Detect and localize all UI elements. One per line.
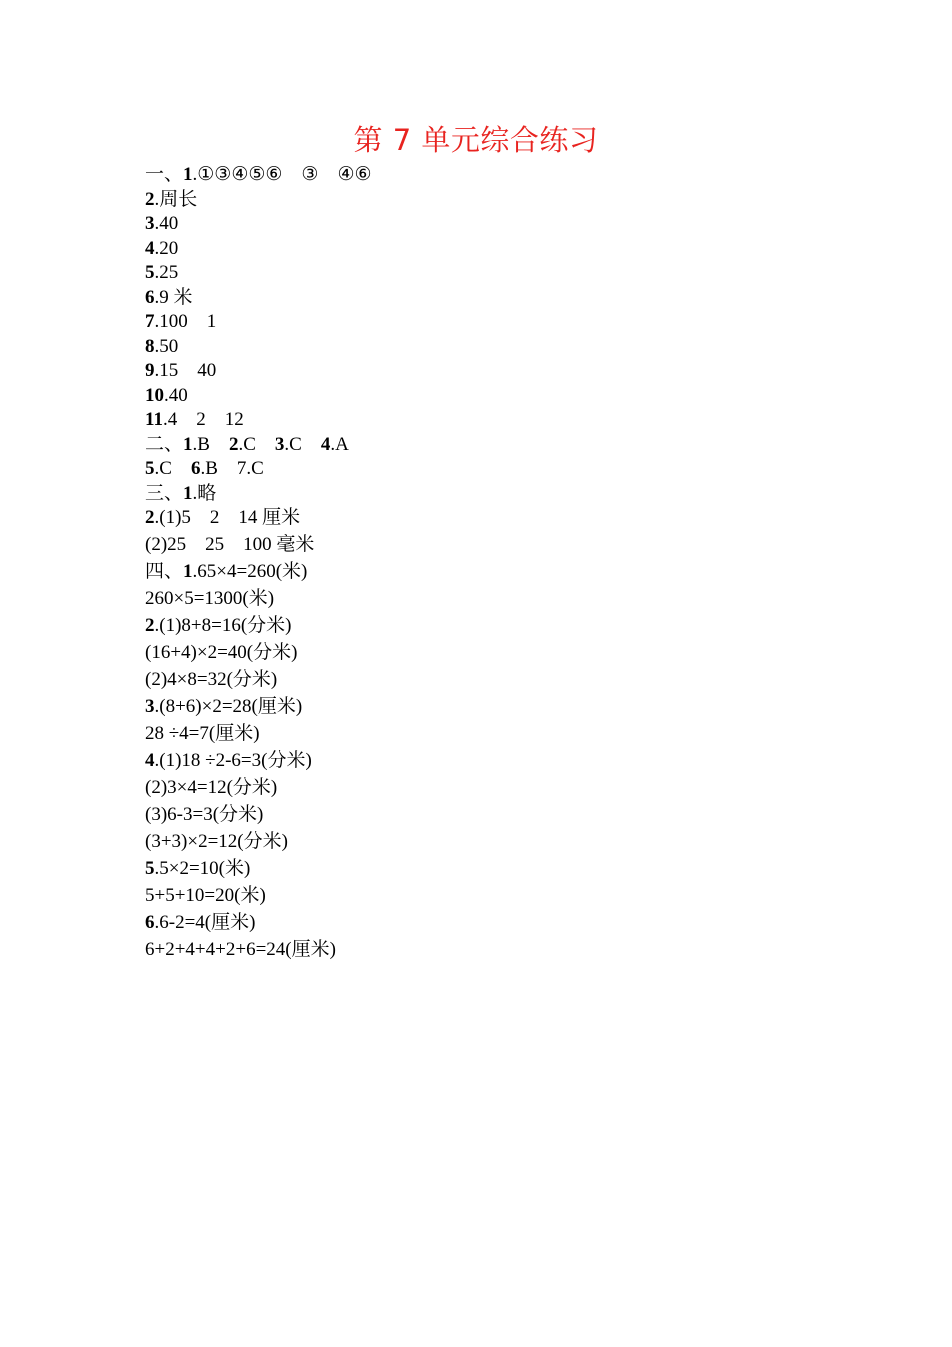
answer-line (145, 720, 845, 747)
question-number: 2 (145, 188, 155, 210)
question-number: 5 (145, 857, 155, 879)
answer-line (145, 433, 845, 458)
answer-text: .100 1 (154, 311, 217, 332)
answer-text: .略 (192, 482, 217, 504)
question-number: 6 (145, 286, 155, 308)
answer-line (145, 558, 845, 585)
section-label: 三、 (145, 482, 184, 504)
answer-line (145, 693, 845, 720)
answer-text: 5+5+10=20(米) (145, 884, 266, 906)
answer-text: .20 (154, 237, 179, 259)
answer-line (145, 335, 845, 360)
answer-text: (3+3)×2=12(分米) (145, 830, 288, 852)
answer-text: (2)3×4=12(分米) (145, 776, 278, 798)
answer-line (145, 261, 845, 286)
answer-text: (3)6-3=3(分米) (145, 803, 264, 825)
answer-line (145, 237, 845, 262)
answer-text: .(1)18 ÷2-6=3(分米) (154, 749, 312, 771)
question-number: 2 (145, 614, 155, 636)
answer-text: 260×5=1300(米) (145, 587, 275, 609)
answer-text: .5×2=10(米) (154, 857, 251, 879)
question-number: 2 (228, 433, 239, 455)
answer-text: .40 (164, 384, 188, 406)
answer-line (145, 828, 845, 855)
answer-text: (2)25 25 100 毫米 (145, 533, 315, 555)
answer-text: 6+2+4+4+2+6=24(厘米) (145, 938, 336, 960)
answer-line (145, 801, 845, 828)
answer-text: .(8+6)×2=28(厘米) (154, 695, 303, 717)
answer-text: .①③④⑤⑥ ③ ④⑥ (192, 164, 372, 185)
question-number: 1 (183, 482, 193, 504)
answer-text: 7.C (236, 458, 264, 479)
answer-text: .C (284, 433, 321, 455)
answer-line (145, 639, 845, 666)
answer-line (145, 384, 845, 409)
answer-line (145, 585, 845, 612)
answer-text: .6-2=4(厘米) (154, 911, 256, 933)
answer-list (145, 163, 845, 963)
answer-line (145, 747, 845, 774)
answer-line (145, 531, 845, 558)
answer-text: .25 (154, 262, 179, 283)
answer-text: .65×4=260(米) (192, 560, 308, 582)
question-number: 1 (183, 560, 193, 582)
answer-line (145, 212, 845, 237)
question-number: 6 (145, 911, 155, 933)
answer-line (145, 286, 845, 311)
answer-line (145, 188, 845, 213)
question-number: 4 (145, 749, 155, 771)
answer-text: (2)4×8=32(分米) (145, 668, 278, 690)
answer-text: .4 2 12 (162, 409, 244, 430)
answer-line (145, 774, 845, 801)
question-number: 8 (145, 335, 155, 357)
answer-text: .(1)5 2 14 厘米 (154, 507, 301, 528)
answer-text: .A (330, 433, 349, 455)
answer-text: (16+4)×2=40(分米) (145, 641, 298, 663)
answer-line (145, 457, 845, 482)
answer-line (145, 310, 845, 335)
answer-text: .15 40 (154, 360, 217, 381)
section-label: 四、 (145, 560, 184, 582)
answer-line (145, 359, 845, 384)
answer-line (145, 882, 845, 909)
section-label: 二、 (145, 433, 184, 455)
question-number: 3 (274, 433, 285, 455)
answer-text: .(1)8+8=16(分米) (154, 614, 292, 636)
question-number: 3 (145, 213, 155, 234)
question-number: 4 (145, 237, 155, 259)
question-number: 1 (183, 164, 193, 185)
answer-text: .C (154, 458, 191, 479)
page-title: 第 7 单元综合练习 (353, 123, 599, 157)
answer-text: .C (238, 433, 275, 455)
answer-text: .周长 (154, 188, 198, 210)
answer-text: .40 (154, 213, 179, 234)
answer-text: .50 (154, 335, 179, 357)
question-number: 7 (145, 311, 155, 332)
section-label: 一、 (145, 164, 184, 185)
answer-line (145, 666, 845, 693)
answer-line (145, 909, 845, 936)
question-number: 9 (145, 360, 155, 381)
answer-line (145, 163, 845, 188)
question-number: 4 (320, 433, 331, 455)
answer-text: .B (192, 433, 229, 455)
question-number: 3 (145, 695, 155, 717)
question-number: 11 (145, 409, 163, 430)
answer-line (145, 936, 845, 963)
question-number: 5 (145, 458, 155, 479)
answer-text: .B (200, 458, 237, 479)
answer-line (145, 408, 845, 433)
answer-line (145, 506, 845, 531)
answer-text: 28 ÷4=7(厘米) (145, 722, 260, 744)
answer-line (145, 612, 845, 639)
question-number: 5 (145, 262, 155, 283)
question-number: 2 (145, 507, 155, 528)
answer-line (145, 855, 845, 882)
answer-line (145, 482, 845, 507)
question-number: 10 (145, 384, 164, 406)
question-number: 1 (183, 433, 193, 455)
question-number: 6 (190, 458, 201, 479)
answer-text: .9 米 (154, 286, 193, 308)
